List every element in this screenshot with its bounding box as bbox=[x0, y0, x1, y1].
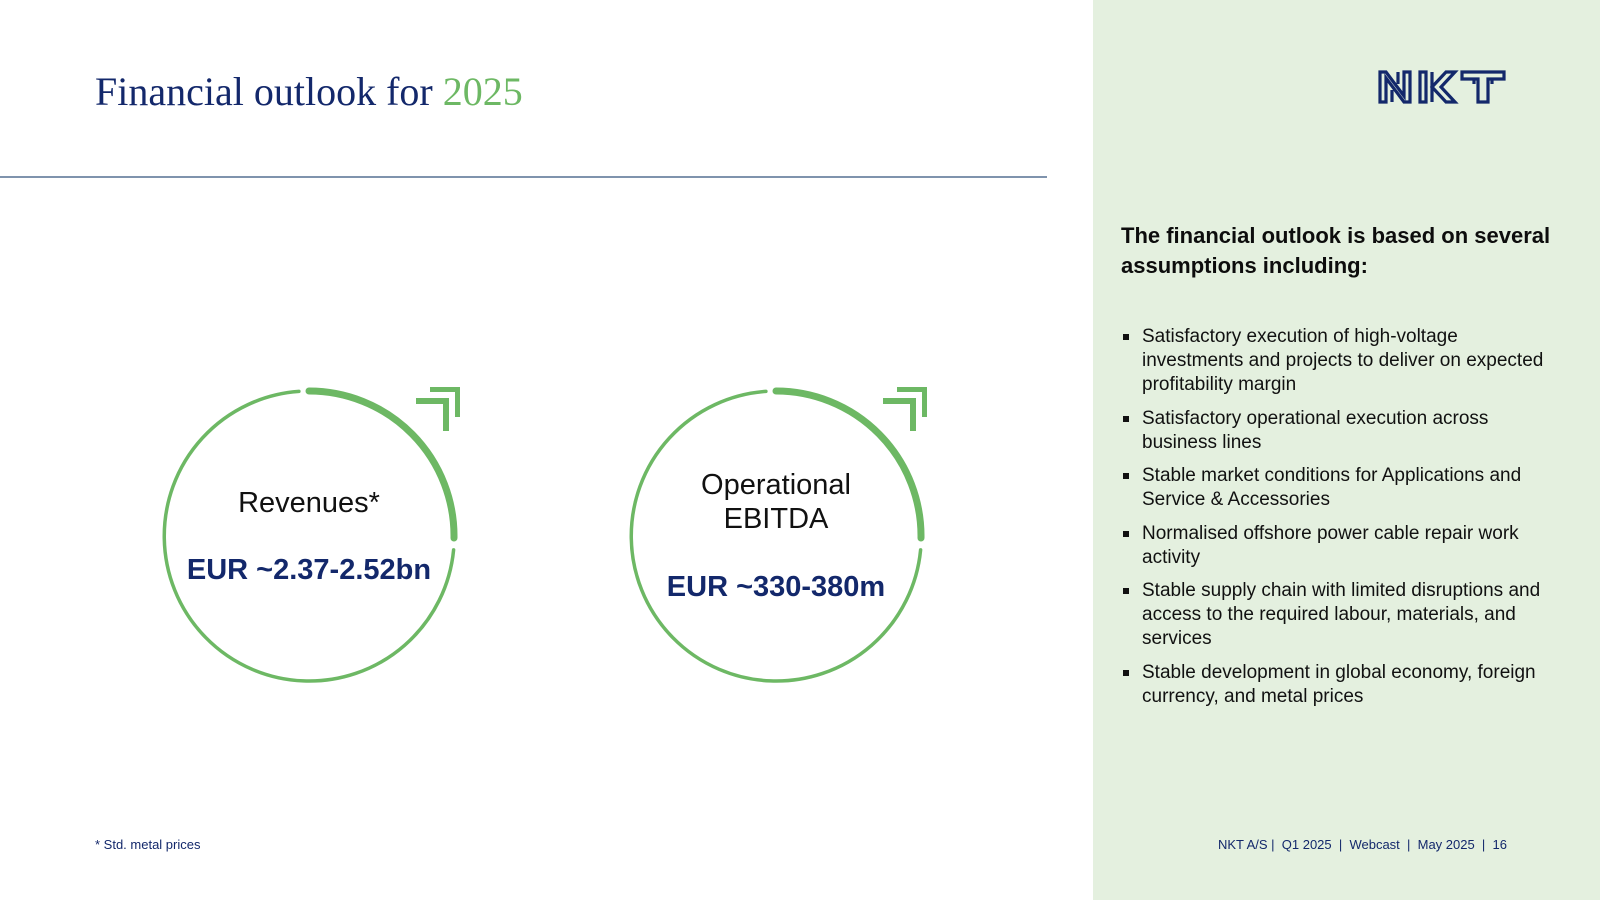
footnote: * Std. metal prices bbox=[95, 837, 201, 852]
list-item-text: Stable supply chain with limited disruptions and access to the required labour, materials, and services bbox=[1142, 580, 1541, 649]
kpi-label-line1: Operational bbox=[701, 469, 851, 501]
assumptions-list bbox=[1121, 325, 1561, 718]
kpi-value: EUR ~2.37-2.52bn bbox=[186, 554, 432, 586]
list-item-text: Normalised offshore power cable repair work activity bbox=[1142, 522, 1519, 568]
arrow-up-right-icon bbox=[414, 387, 460, 433]
bullet-icon bbox=[1123, 588, 1129, 594]
list-item bbox=[1121, 522, 1561, 570]
title-divider bbox=[0, 176, 1047, 178]
list-item-text: Stable market conditions for Applications and Service & Accessories bbox=[1142, 465, 1522, 510]
assumptions-heading: The financial outlook is based on several assumptions including: bbox=[1121, 223, 1551, 278]
list-item bbox=[1121, 579, 1561, 651]
nkt-logo bbox=[1378, 70, 1506, 104]
kpi-label-line2: EBITDA bbox=[723, 503, 829, 535]
page-title bbox=[95, 68, 523, 115]
bullet-icon bbox=[1123, 670, 1129, 676]
bullet-icon bbox=[1123, 531, 1129, 537]
kpi-label bbox=[623, 468, 929, 536]
list-item-text: Stable development in global economy, foreign currency, and metal prices bbox=[1142, 661, 1536, 707]
kpi-label bbox=[156, 486, 462, 520]
bullet-icon bbox=[1123, 334, 1129, 340]
title-prefix: Financial outlook for bbox=[95, 69, 443, 114]
list-item bbox=[1121, 464, 1561, 512]
list-item-text: Satisfactory operational execution across business lines bbox=[1142, 407, 1489, 453]
kpi-operational-ebitda bbox=[623, 383, 929, 689]
kpi-revenues bbox=[156, 383, 462, 689]
arrow-up-right-icon bbox=[881, 387, 927, 433]
bullet-icon bbox=[1123, 416, 1129, 422]
list-item-text: Satisfactory execution of high-voltage investments and projects to deliver on expected profitability margin bbox=[1142, 326, 1544, 395]
list-item bbox=[1121, 325, 1561, 397]
kpi-label-line1: Revenues* bbox=[238, 487, 380, 519]
kpi-value: EUR ~330-380m bbox=[666, 571, 886, 603]
list-item bbox=[1121, 407, 1561, 455]
slide-footer: NKT A/S | Q1 2025 | Webcast | May 2025 | 16 bbox=[1217, 837, 1507, 852]
list-item bbox=[1121, 661, 1561, 709]
title-year: 2025 bbox=[442, 69, 523, 114]
bullet-icon bbox=[1123, 473, 1129, 479]
